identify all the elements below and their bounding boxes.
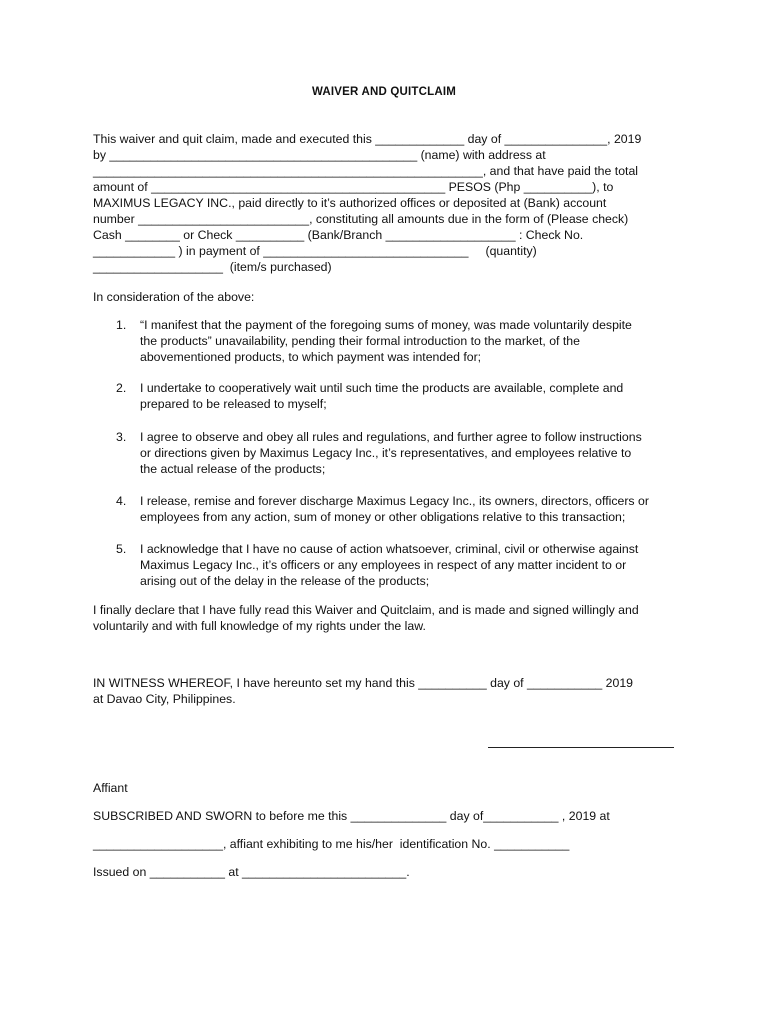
list-item-line: I release, remise and forever discharge Maximus Legacy Inc., its owners, directors, officers or	[140, 494, 649, 508]
intro-line: Cash ________ or Check __________ (Bank/Branch ___________________ : Check No.	[93, 228, 584, 242]
intro-line: MAXIMUS LEGACY INC., paid directly to it’s authorized offices or deposited at (Bank) account	[93, 196, 607, 210]
list-item-line: or directions given by Maximus Legacy Inc., it’s representatives, and employees relative to	[140, 446, 632, 460]
issued-line: Issued on ___________ at ________________________.	[93, 865, 410, 879]
list-item-line: I acknowledge that I have no cause of action whatsoever, criminal, civil or otherwise against	[140, 542, 639, 556]
affiant-identification-line: ___________________, affiant exhibiting to me his/her identification No. ___________	[93, 837, 570, 851]
declaration-line: I finally declare that I have fully read this Waiver and Quitclaim, and is made and signed willingly and	[93, 603, 639, 617]
intro-line: This waiver and quit claim, made and executed this _____________ day of _______________, 2019	[93, 132, 642, 146]
affiant-label: Affiant	[93, 781, 128, 795]
list-item-line: the actual release of the products;	[140, 462, 326, 476]
witness-paragraph	[93, 675, 673, 707]
declaration-paragraph	[93, 602, 673, 634]
intro-line: by _____________________________________________ (name) with address at	[93, 148, 546, 162]
intro-line: _________________________________________________________, and that have paid the total	[93, 164, 639, 178]
declaration-line: voluntarily and with full knowledge of my rights under the law.	[93, 619, 426, 633]
consideration-heading: In consideration of the above:	[93, 290, 255, 304]
intro-line: amount of ___________________________________________ PESOS (Php __________), to	[93, 180, 614, 194]
sworn-statement: SUBSCRIBED AND SWORN to before me this ______________ day of___________ , 2019 at	[93, 809, 610, 823]
list-item-line: Maximus Legacy Inc., it’s officers or any employees in respect of any matter incident to or	[140, 558, 627, 572]
list-item-number: 3.	[116, 430, 127, 444]
list-item-number: 2.	[116, 381, 127, 395]
list-item-line: arising out of the delay in the release of the products;	[140, 574, 430, 588]
list-item-number: 5.	[116, 542, 127, 556]
list-item-number: 4.	[116, 494, 127, 508]
list-item-line: “I manifest that the payment of the foregoing sums of money, was made voluntarily despite	[140, 318, 632, 332]
witness-line: at Davao City, Philippines.	[93, 692, 236, 706]
list-item-line: employees from any action, sum of money or other obligations relative to this transaction;	[140, 510, 626, 524]
list-item-line: prepared to be released to myself;	[140, 397, 327, 411]
signature-line	[488, 739, 674, 748]
list-item-line: the products” unavailability, pending their formal introduction to the market, of the	[140, 334, 580, 348]
list-item-number: 1.	[116, 318, 127, 332]
intro-line: number _________________________, constituting all amounts due in the form of (Please check)	[93, 212, 629, 226]
document-title: WAIVER AND QUITCLAIM	[311, 86, 457, 98]
list-item-line: I undertake to cooperatively wait until such time the products are available, complete and	[140, 381, 624, 395]
intro-paragraph	[93, 131, 673, 275]
list-item-line: abovementioned products, to which payment was intended for;	[140, 350, 482, 364]
intro-line: ____________ ) in payment of ______________________________ (quantity)	[93, 244, 537, 258]
witness-line: IN WITNESS WHEREOF, I have hereunto set my hand this __________ day of ___________ 2019	[93, 676, 634, 690]
intro-line: ___________________ (item/s purchased)	[93, 260, 332, 274]
list-item-line: I agree to observe and obey all rules and regulations, and further agree to follow instructions	[140, 430, 642, 444]
